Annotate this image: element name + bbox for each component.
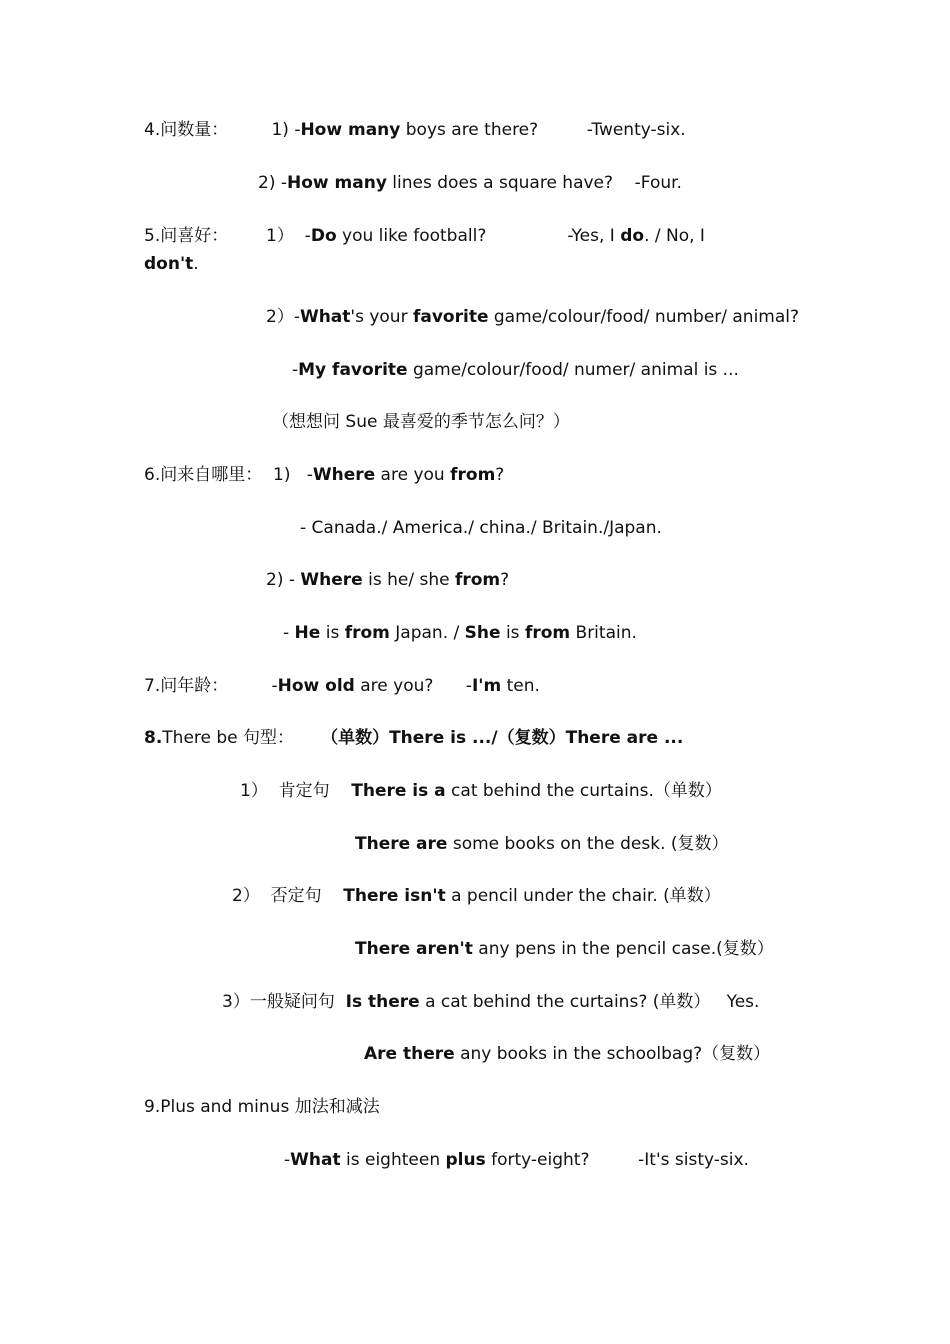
text-line <box>266 568 509 592</box>
text-segment: - <box>292 360 299 380</box>
text-segment: 9.Plus and minus <box>144 1097 295 1117</box>
text-segment: 复数） <box>677 834 729 854</box>
text-segment: are you? - <box>354 676 472 696</box>
bold-phrase: He <box>294 623 321 643</box>
text-segment: 单数） <box>669 886 721 906</box>
text-segment <box>294 728 321 748</box>
text-line <box>355 937 774 961</box>
text-segment: 3） <box>222 992 250 1012</box>
text-segment: Yes. <box>710 992 760 1012</box>
text-line <box>144 252 199 276</box>
text-segment <box>335 992 346 1012</box>
bold-phrase: from <box>450 465 496 485</box>
text-line <box>283 621 637 645</box>
bold-phrase: My favorite <box>298 360 408 380</box>
text-segment: - Canada./ America./ china./ Britain./Japan. <box>300 518 662 538</box>
bold-phrase: do <box>620 226 645 246</box>
text-segment: 问来自哪里： <box>160 465 263 485</box>
text-segment: cat behind the curtains. <box>445 781 654 801</box>
text-segment: Sue <box>340 412 383 432</box>
text-segment: 复数） <box>722 939 774 959</box>
text-line <box>292 358 739 382</box>
bold-phrase: I'm <box>471 676 502 696</box>
text-segment: is <box>320 623 345 643</box>
text-segment: forty-eight? -It's sisty-six. <box>485 1150 749 1170</box>
text-segment: 句型： <box>243 728 295 748</box>
text-segment: 5. <box>144 226 161 246</box>
bold-phrase: There are <box>355 834 448 854</box>
bold-phrase: There are ... <box>565 728 684 748</box>
text-segment: Britain. <box>570 623 637 643</box>
bold-phrase: （单数） <box>321 728 390 748</box>
bold-phrase: There is a <box>351 781 446 801</box>
bold-phrase: Are there <box>364 1044 455 1064</box>
text-segment: 问喜好： <box>160 226 229 246</box>
bold-phrase: How old <box>277 676 355 696</box>
bold-phrase: There is .../ <box>389 728 498 748</box>
bold-phrase: Where <box>300 570 363 590</box>
text-segment: is eighteen <box>340 1150 446 1170</box>
text-segment: is <box>500 623 525 643</box>
bold-phrase: Do <box>310 226 337 246</box>
bold-phrase: don't <box>144 254 194 274</box>
bold-phrase: How many <box>300 120 401 140</box>
bold-phrase: Is there <box>345 992 420 1012</box>
text-segment: 6. <box>144 465 161 485</box>
text-segment: 4. <box>144 120 161 140</box>
text-line <box>144 1095 380 1119</box>
bold-phrase: from <box>454 570 501 590</box>
text-line <box>240 779 722 803</box>
text-segment: （单数） <box>653 781 722 801</box>
bold-phrase: from <box>344 623 390 643</box>
text-segment: you like football? -Yes, I <box>336 226 621 246</box>
text-segment: lines does a square have? -Four. <box>386 173 682 193</box>
bold-phrase: There aren't <box>355 939 473 959</box>
text-segment <box>322 886 344 906</box>
text-segment: 1） - <box>228 226 311 246</box>
text-segment: Japan. / <box>389 623 465 643</box>
bold-phrase: What <box>290 1150 341 1170</box>
text-segment: 肯定句 <box>278 781 330 801</box>
bold-phrase: （复数） <box>497 728 566 748</box>
bold-phrase: from <box>524 623 571 643</box>
bold-phrase: How many <box>287 173 387 193</box>
text-segment: boys are there? -Twenty-six. <box>400 120 686 140</box>
text-segment: 's your <box>350 307 413 327</box>
text-segment: . <box>193 254 199 274</box>
text-segment: any pens in the pencil case.( <box>472 939 723 959</box>
text-segment: 2） <box>232 886 271 906</box>
bold-phrase: What <box>299 307 351 327</box>
text-line <box>222 990 759 1014</box>
text-segment: 1) - <box>228 120 301 140</box>
text-segment: - <box>284 1150 291 1170</box>
text-segment: 最喜爱的季节怎么问？） <box>382 412 570 432</box>
text-segment: game/colour/food/ number/ animal? <box>488 307 800 327</box>
text-segment: any books in the schoolbag? <box>454 1044 703 1064</box>
text-segment: There be <box>162 728 244 748</box>
text-line <box>364 1042 770 1066</box>
text-segment: 加法和减法 <box>294 1097 380 1117</box>
text-segment: - <box>228 676 278 696</box>
text-segment: 1) - <box>262 465 313 485</box>
text-segment: is he/ she <box>362 570 455 590</box>
text-segment: （想想问 <box>272 412 340 432</box>
bold-phrase: Where <box>312 465 376 485</box>
text-segment: 问年龄： <box>160 676 229 696</box>
text-segment: some books on the desk. ( <box>447 834 678 854</box>
text-segment: 单数） <box>659 992 711 1012</box>
text-line <box>266 305 799 329</box>
text-segment: 7. <box>144 676 161 696</box>
bold-phrase: 8. <box>144 728 163 748</box>
text-line <box>144 118 686 142</box>
text-segment: - <box>283 623 295 643</box>
text-line <box>284 1148 749 1172</box>
text-segment: . / No, I <box>644 226 705 246</box>
bold-phrase: plus <box>445 1150 486 1170</box>
bold-phrase: favorite <box>412 307 489 327</box>
text-line <box>355 832 729 856</box>
text-segment: 2）- <box>266 307 300 327</box>
bold-phrase: There isn't <box>343 886 446 906</box>
text-segment: 否定句 <box>270 886 322 906</box>
text-line <box>144 674 540 698</box>
text-line <box>300 516 662 540</box>
text-segment: ? <box>500 570 510 590</box>
text-line <box>144 726 683 750</box>
text-segment: 2) - <box>258 173 287 193</box>
text-segment: 2) - <box>266 570 301 590</box>
text-segment: ? <box>495 465 505 485</box>
text-segment <box>330 781 352 801</box>
text-segment: game/colour/food/ numer/ animal is ... <box>407 360 739 380</box>
text-segment: 一般疑问句 <box>249 992 335 1012</box>
text-segment: ten. <box>501 676 540 696</box>
text-line <box>272 410 570 434</box>
text-segment: a pencil under the chair. ( <box>445 886 670 906</box>
text-segment: 问数量： <box>160 120 229 140</box>
text-line <box>232 884 721 908</box>
text-segment: 1） <box>240 781 279 801</box>
text-line <box>144 224 705 248</box>
text-segment: （复数） <box>702 1044 771 1064</box>
text-segment: a cat behind the curtains? ( <box>419 992 660 1012</box>
text-segment: are you <box>375 465 451 485</box>
bold-phrase: She <box>464 623 501 643</box>
text-line <box>258 171 682 195</box>
text-line <box>144 463 504 487</box>
